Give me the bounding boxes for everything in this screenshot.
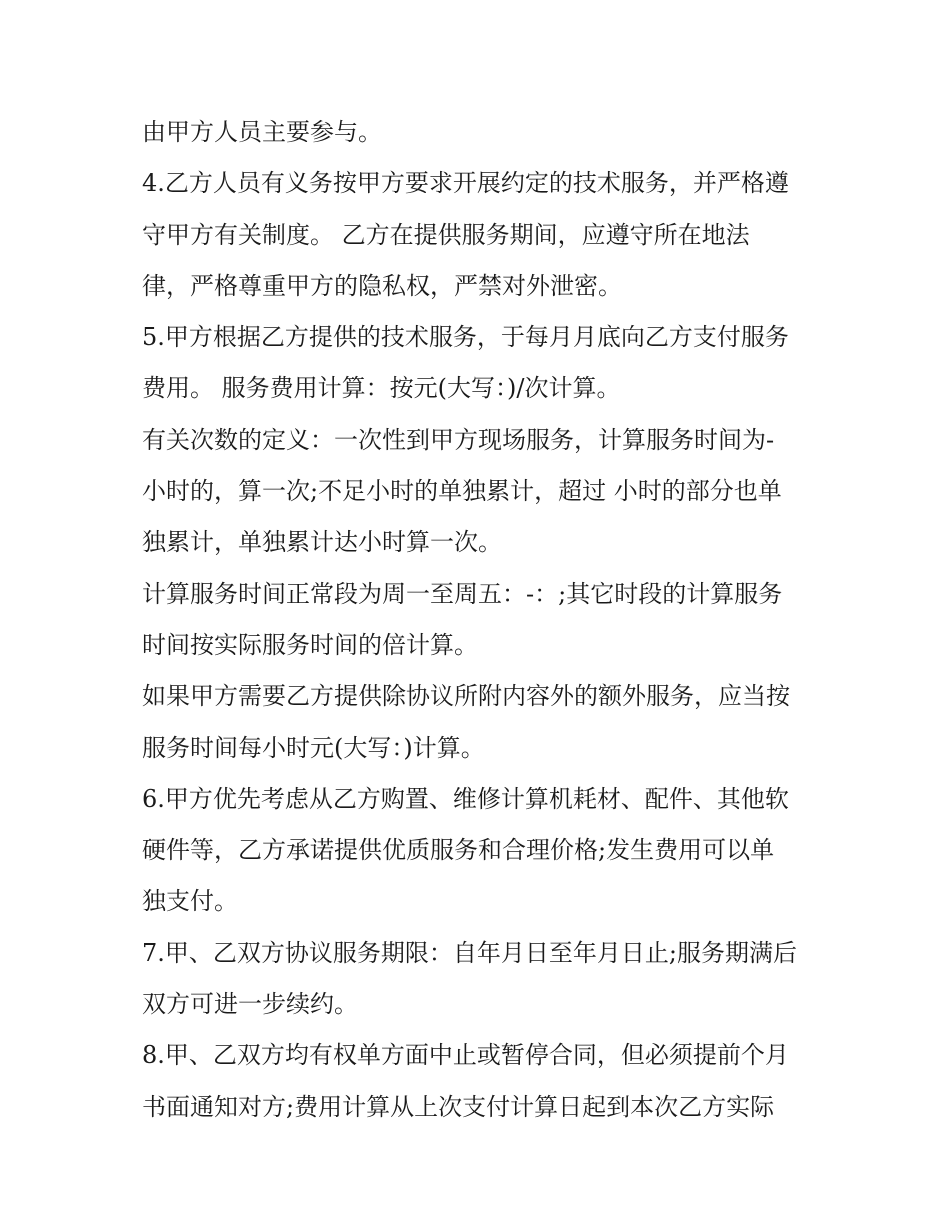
text-line: 服务时间每小时元(大写：)计算。 [142, 733, 485, 762]
text-line: 硬件等，乙方承诺提供优质服务和合理价格;发生费用可以单 [142, 836, 775, 865]
text-line: 计算服务时间正常段为周一至周五：-：;其它时段的计算服务 [142, 579, 783, 608]
text-line: 律，严格尊重甲方的隐私权，严禁对外泄密。 [142, 271, 622, 300]
text-line: 6.甲方优先考虑从乙方购置、维修计算机耗材、配件、其他软 [142, 784, 789, 813]
text-line: 如果甲方需要乙方提供除协议所附内容外的额外服务，应当按 [142, 682, 790, 711]
text-line: 5.甲方根据乙方提供的技术服务，于每月月底向乙方支付服务 [142, 323, 789, 352]
document-body [142, 107, 822, 1133]
text-line: 7.甲、乙双方协议服务期限：自年月日至年月日止;服务期满后 [142, 938, 797, 967]
text-line: 由甲方人员主要参与。 [142, 118, 382, 146]
text-line: 独支付。 [142, 887, 238, 916]
text-line: 小时的，算一次;不足小时的单独累计，超过 小时的部分也单 [142, 477, 782, 506]
text-line: 4.乙方人员有义务按甲方要求开展约定的技术服务，并严格遵 [142, 169, 789, 198]
text-line: 守甲方有关制度。 乙方在提供服务期间，应遵守所在地法 [142, 220, 750, 249]
text-line: 有关次数的定义：一次性到甲方现场服务，计算服务时间为- [142, 425, 775, 454]
text-line: 8.甲、乙双方均有权单方面中止或暂停合同，但必须提前个月 [142, 1041, 789, 1070]
text-line: 书面通知对方;费用计算从上次支付计算日起到本次乙方实际 [142, 1092, 775, 1121]
text-line: 双方可进一步续约。 [142, 990, 358, 1019]
text-line: 独累计，单独累计达小时算一次。 [142, 528, 502, 557]
text-line: 费用。 服务费用计算：按元(大写：)/次计算。 [142, 374, 621, 403]
text-line: 时间按实际服务时间的倍计算。 [142, 630, 478, 659]
